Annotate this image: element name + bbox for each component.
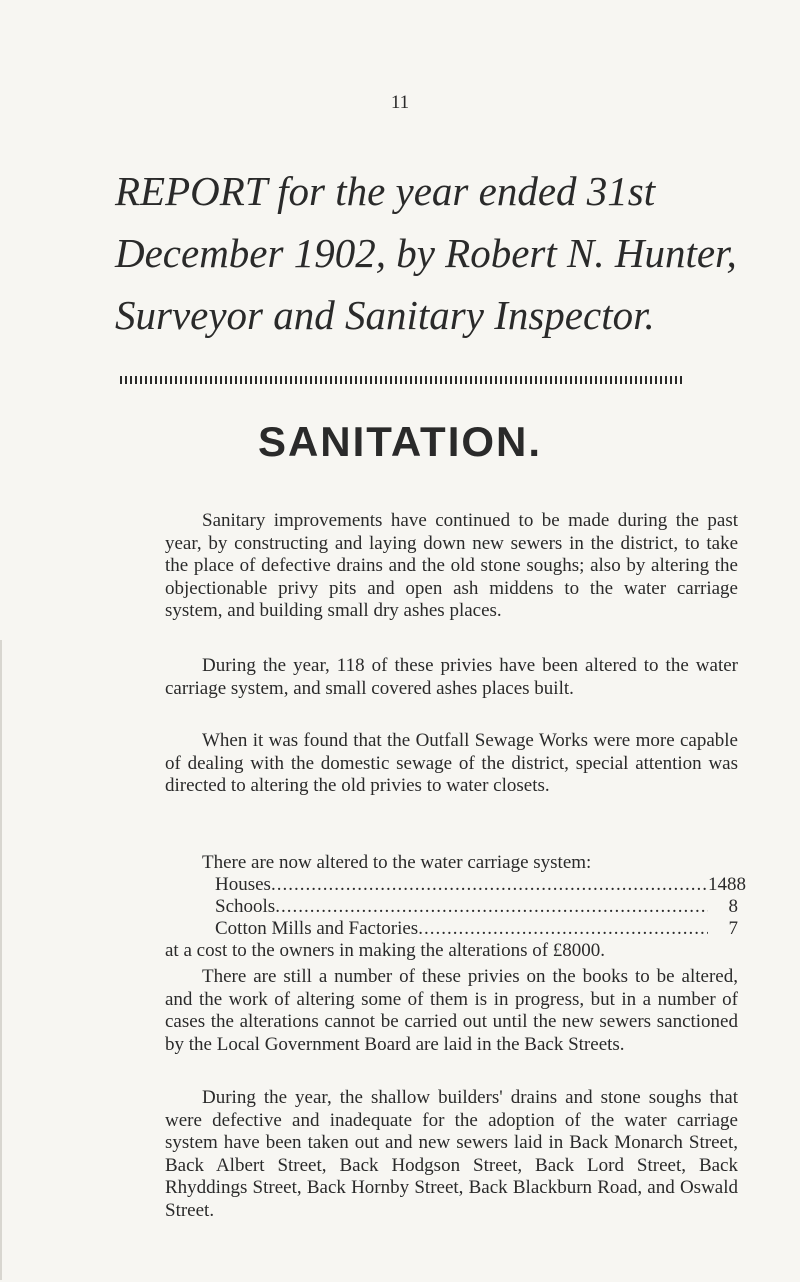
- report-title: [115, 160, 755, 346]
- list-item-value: 1488: [708, 874, 746, 895]
- list-item-value: 7: [728, 918, 738, 939]
- list-item: [165, 918, 738, 940]
- decorative-rule: [120, 376, 683, 384]
- title-line: REPORT for the year ended 31st: [115, 168, 656, 214]
- list-lead: There are now altered to the water carriage system:: [202, 852, 592, 873]
- list-item-name: Schools: [215, 896, 276, 917]
- page-number: 11: [390, 92, 410, 113]
- list-item-value: 8: [728, 896, 738, 917]
- leader-dots: [418, 918, 708, 940]
- title-line: December 1902, by Robert N. Hunter,: [115, 230, 737, 276]
- paragraph-improvements: Sanitary improvements have continued to be made during the past year, by constructing and laying down new sewers in the district, to take the place of defective drains and the old stone soughs; also by altering the objectionable privy pits and open ash middens to the water carriage system, and building small dry ashes places.: [165, 510, 738, 621]
- paragraph-outfall-works: When it was found that the Outfall Sewage Works were more capable of dealing with the domestic sewage of the district, special attention was directed to altering the old privies to water closets.: [165, 730, 738, 796]
- page-edge-shadow: [0, 640, 2, 1280]
- leader-dots: [271, 874, 708, 896]
- paragraph-remaining-privies: There are still a number of these privies on the books to be altered, and the work of altering some of them is in progress, but in a number of cases the alterations cannot be carried out until the new sewers sanctioned by the Local Government Board are laid in the Back Streets.: [165, 966, 738, 1055]
- paragraph-privies-altered: During the year, 118 of these privies have been altered to the water carriage system, and small covered ashes places built.: [165, 655, 738, 699]
- list-tail: at a cost to the owners in making the alterations of £8000.: [165, 940, 606, 961]
- list-item: [165, 874, 746, 896]
- title-line: Surveyor and Sanitary Inspector.: [115, 292, 655, 338]
- leader-dots: [275, 896, 708, 918]
- alterations-list: [165, 852, 746, 962]
- list-item: [165, 896, 738, 918]
- list-item-name: Cotton Mills and Factories: [215, 918, 419, 939]
- section-heading: SANITATION.: [257, 418, 543, 465]
- paragraph-new-sewers: During the year, the shallow builders' drains and stone soughs that were defective and inadequate for the adoption of the water carriage system have been taken out and new sewers laid in Back Monarch Street, Back Albert Street, Back Hodgson Street, Back Lord Street, Back Rhyddings Street, Back Hornby Street, Back Blackburn Road, and Oswald Street.: [165, 1087, 738, 1221]
- list-item-name: Houses: [215, 874, 271, 895]
